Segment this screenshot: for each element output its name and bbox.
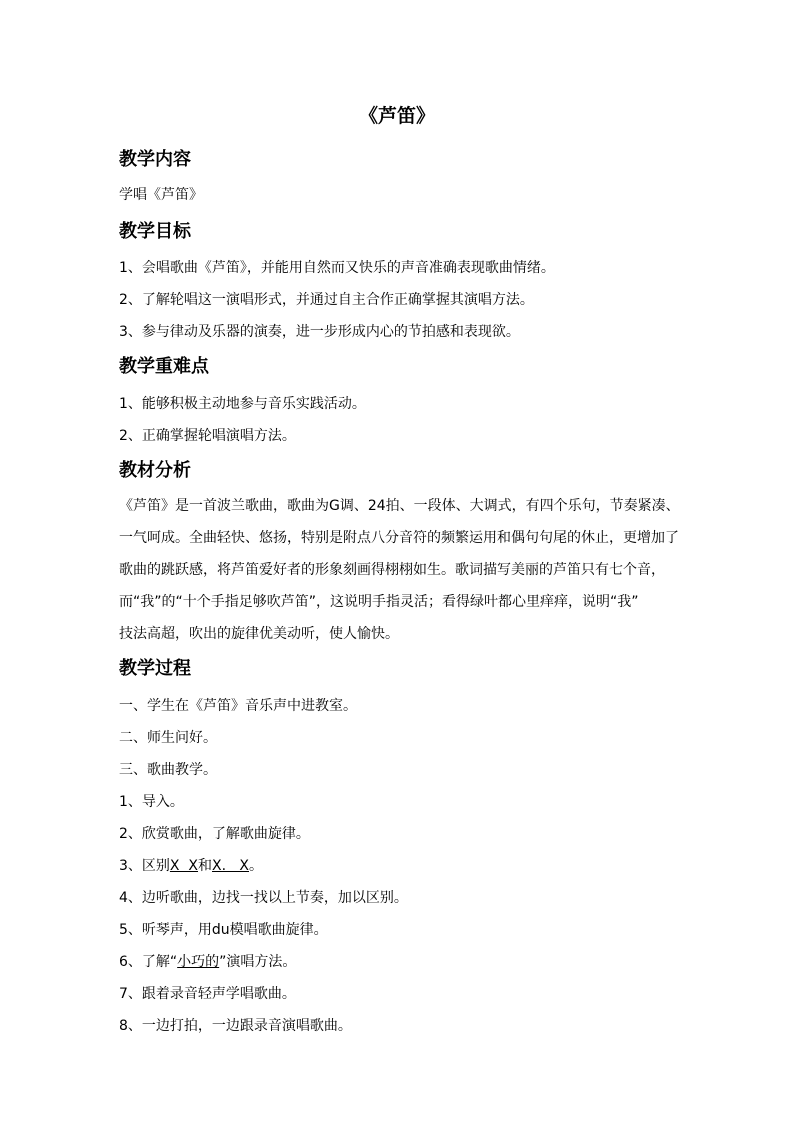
key-point-line-2: 2、正确掌握轮唱演唱方法。 <box>119 428 296 444</box>
process-line-5: 2、欣赏歌曲，了解歌曲旋律。 <box>119 826 310 842</box>
rhythm-b: X. X <box>212 858 249 874</box>
heading-material-analysis: 教材分析 <box>119 460 191 481</box>
process-line-10: 7、跟着录音轻声学唱歌曲。 <box>119 986 296 1002</box>
objective-line-1: 1、会唱歌曲《芦笛》，并能用自然而又快乐的声音准确表现歌曲情绪。 <box>119 260 555 276</box>
heading-teaching-process: 教学过程 <box>119 658 191 679</box>
analysis-line-3: 歌曲的跳跃感，将芦笛爱好者的形象刻画得栩栩如生。歌词描写美丽的芦笛只有七个音， <box>119 562 665 578</box>
underlined-term: 小巧的 <box>177 954 220 970</box>
analysis-line-2: 一气呵成。全曲轻快、悠扬，特别是附点八分音符的频繁运用和偶句句尾的休止，更增加了 <box>119 530 679 546</box>
document-title: 《芦笛》 <box>358 105 435 127</box>
heading-key-points: 教学重难点 <box>119 356 209 377</box>
process-line-7: 4、边听歌曲，边找一找以上节奏，加以区别。 <box>119 890 408 906</box>
process-line-9 <box>119 952 296 972</box>
key-point-line-1: 1、能够积极主动地参与音乐实践活动。 <box>119 396 366 412</box>
process-line-8: 5、听琴声，用du模唱歌曲旋律。 <box>119 922 328 938</box>
process-line-6-prefix: 3、区别 <box>119 858 170 874</box>
process-line-6-suffix: 。 <box>249 858 263 874</box>
process-line-3: 三、歌曲教学。 <box>119 762 217 778</box>
objective-line-3: 3、参与律动及乐器的演奏，进一步形成内心的节拍感和表现欲。 <box>119 324 520 340</box>
objective-line-2: 2、了解轮唱这一演唱形式，并通过自主合作正确掌握其演唱方法。 <box>119 292 534 308</box>
analysis-line-1: 《芦笛》是一首波兰歌曲，歌曲为G调、24拍、一段体、大调式，有四个乐句，节奏紧凑、 <box>119 498 680 514</box>
process-line-9-prefix: 6、了解“ <box>119 954 178 970</box>
process-line-2: 二、师生问好。 <box>119 730 217 746</box>
process-line-9-suffix: ”演唱方法。 <box>219 954 297 970</box>
analysis-line-4: 而“我”的“十个手指足够吹芦笛”，这说明手指灵活；看得绿叶都心里痒痒，说明“我” <box>119 594 639 610</box>
process-line-6 <box>119 856 263 876</box>
process-line-4: 1、导入。 <box>119 794 184 810</box>
content-line: 学唱《芦笛》 <box>119 187 203 203</box>
process-line-1: 一、学生在《芦笛》音乐声中进教室。 <box>119 698 357 714</box>
rhythm-a: X X <box>169 858 199 874</box>
heading-teaching-content: 教学内容 <box>119 149 191 170</box>
process-line-6-middle: 和 <box>198 858 213 874</box>
analysis-line-5: 技法高超，吹出的旋律优美动听，使人愉快。 <box>119 626 399 642</box>
process-line-11: 8、一边打拍，一边跟录音演唱歌曲。 <box>119 1018 352 1034</box>
heading-teaching-objectives: 教学目标 <box>119 221 191 242</box>
